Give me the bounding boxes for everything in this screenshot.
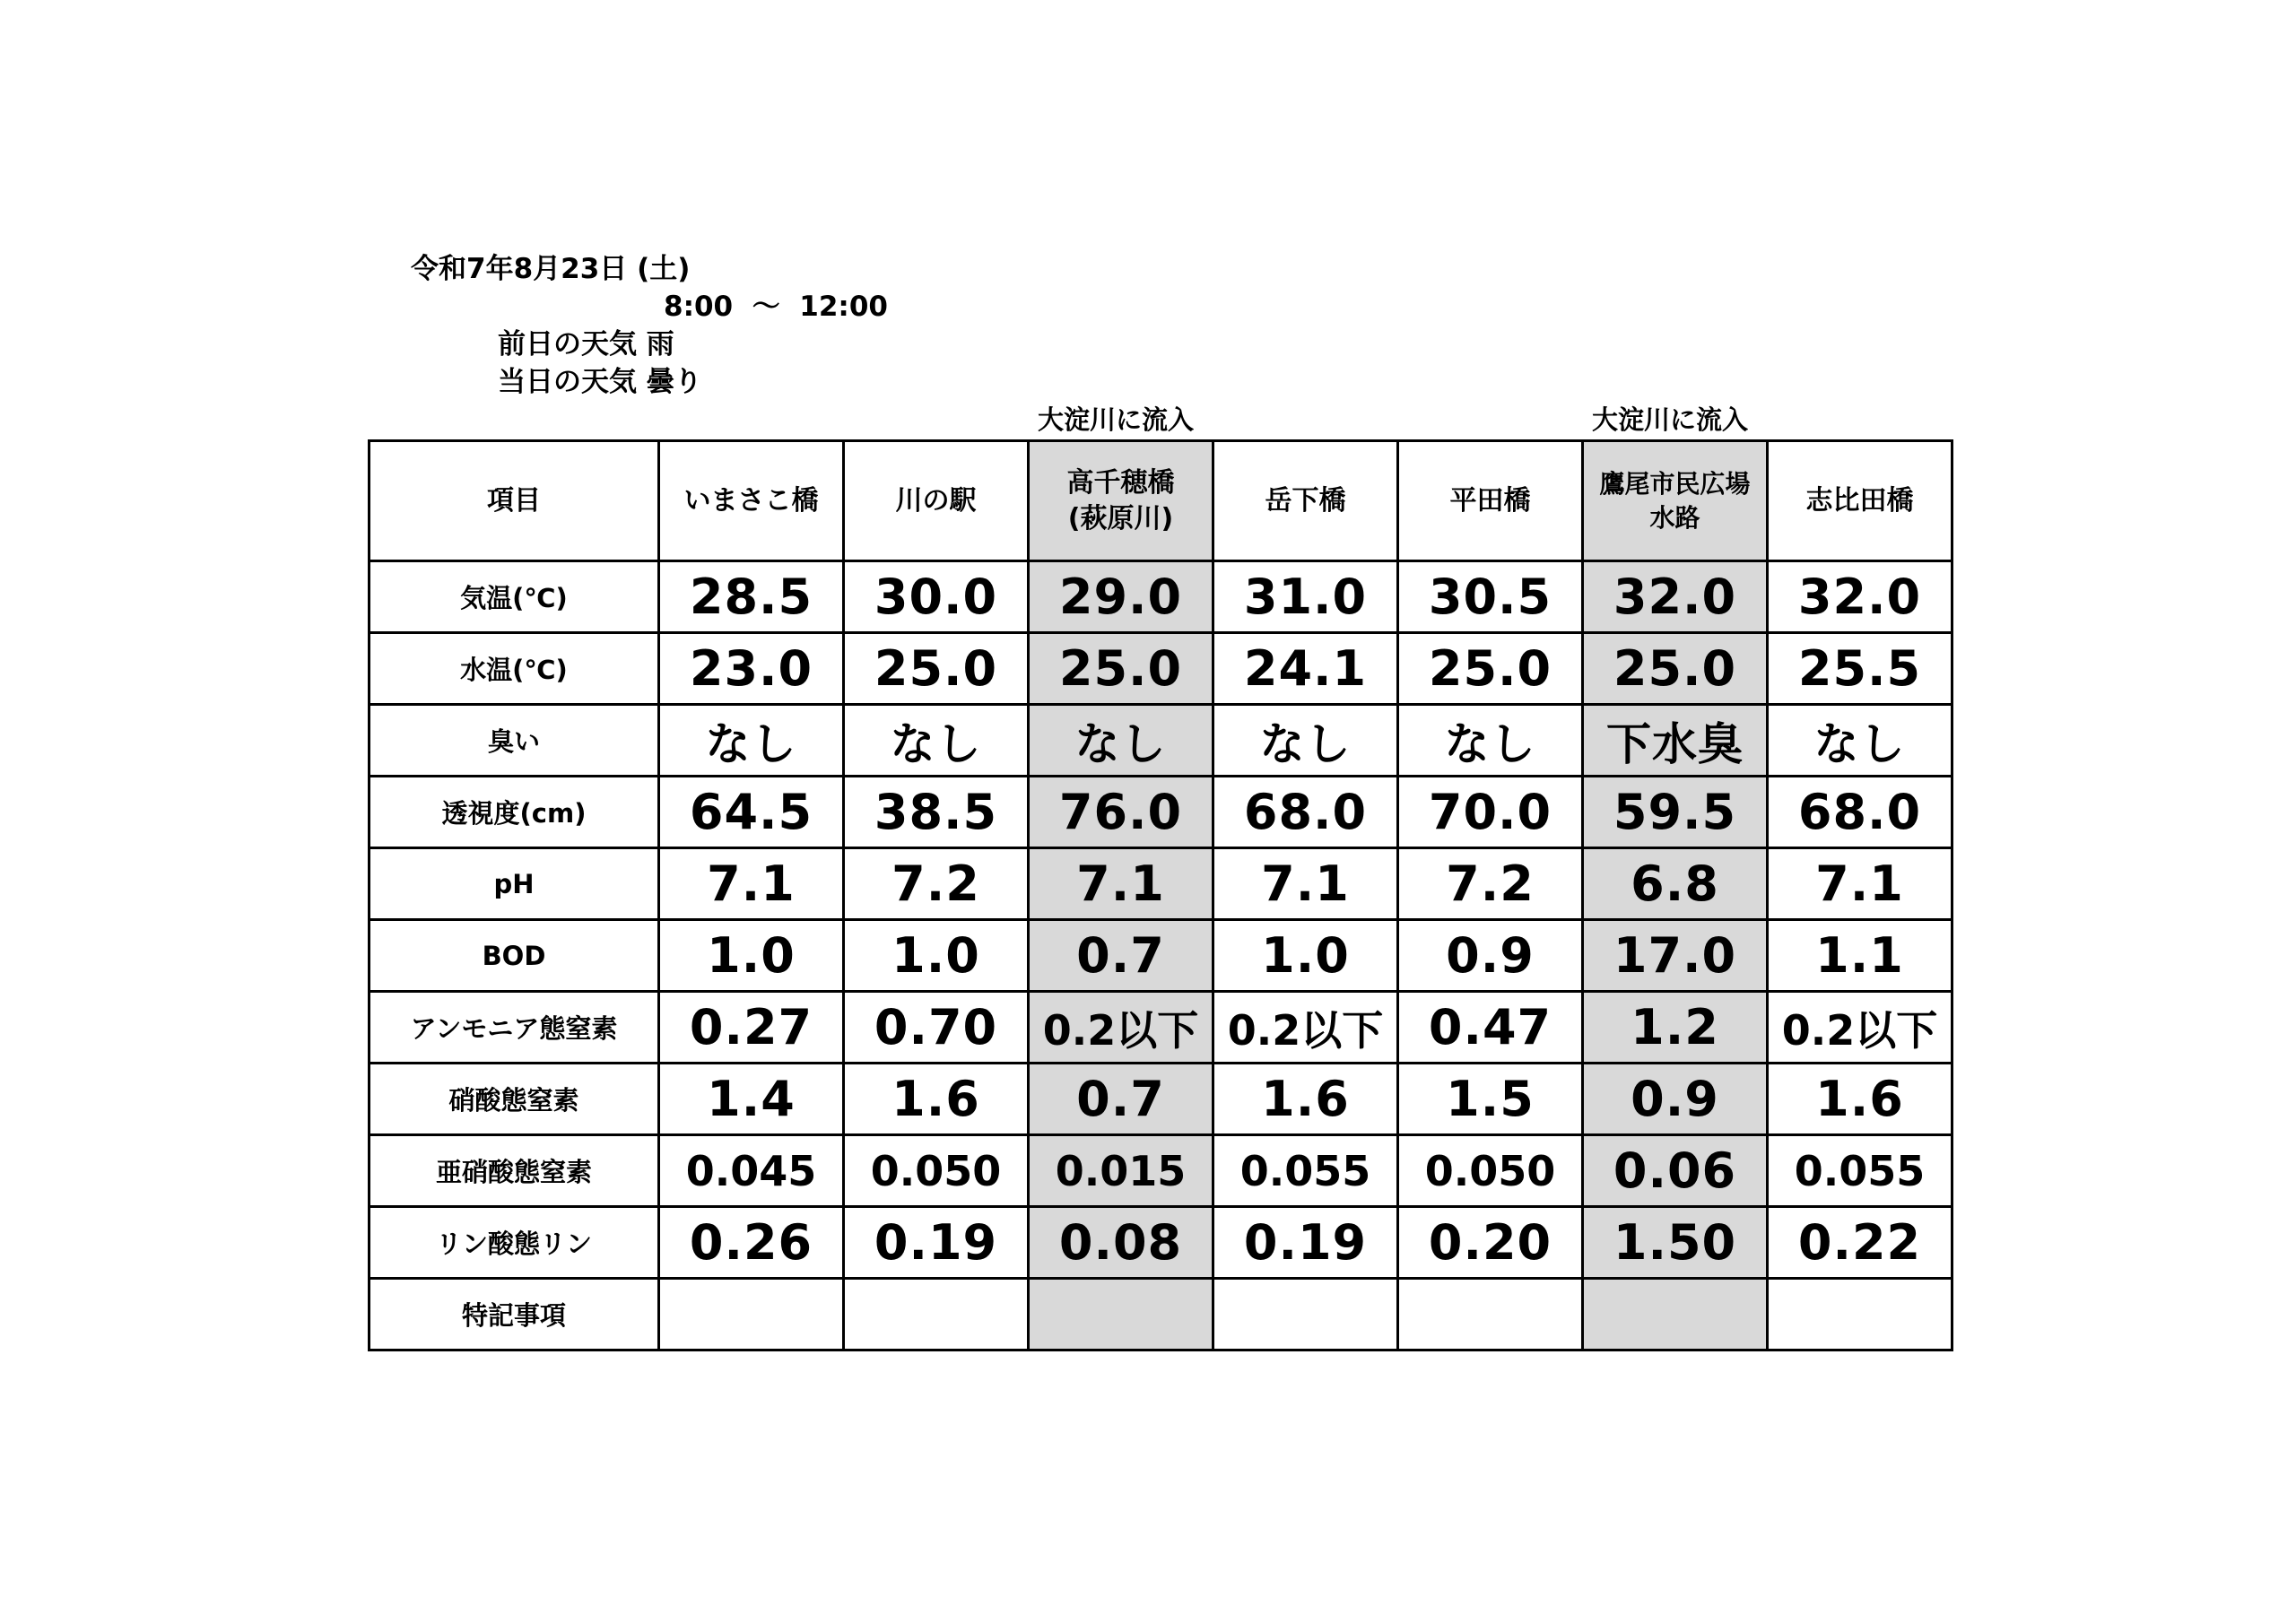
measurement-value: 25.0 xyxy=(874,640,998,697)
measurement-value: 0.06 xyxy=(1613,1142,1737,1199)
value-cell xyxy=(1029,1207,1213,1279)
measurement-value: 0.2以下 xyxy=(1781,1005,1938,1055)
value-cell xyxy=(1768,1135,1952,1207)
value-cell xyxy=(844,920,1029,992)
value-cell xyxy=(1768,561,1952,633)
measurement-value: 28.5 xyxy=(689,569,813,625)
value-cell xyxy=(1029,705,1213,777)
measurement-value: 0.9 xyxy=(1446,927,1535,984)
measurement-value: なし xyxy=(1259,717,1352,770)
table-row xyxy=(370,848,1952,920)
value-cell xyxy=(1029,777,1213,848)
measurement-value: 38.5 xyxy=(874,784,998,840)
measurement-value: なし xyxy=(1813,717,1906,770)
value-cell xyxy=(844,1279,1029,1350)
row-label-cell xyxy=(370,1279,659,1350)
row-label: 水温(℃) xyxy=(460,655,568,685)
measurement-value: 0.27 xyxy=(689,999,813,1055)
table-row xyxy=(370,633,1952,705)
measurement-value: なし xyxy=(890,717,982,770)
measurement-value: 0.26 xyxy=(689,1214,813,1271)
measurement-value: 25.0 xyxy=(1613,640,1737,697)
site-name-line1: 鷹尾市民広場 xyxy=(1599,468,1751,499)
measurement-value: 0.055 xyxy=(1794,1146,1926,1195)
measurement-value: 64.5 xyxy=(689,784,813,840)
site-name-line1: 高千穂橋 xyxy=(1066,466,1175,499)
measurement-value: 1.2 xyxy=(1631,999,1719,1055)
value-cell xyxy=(1398,1279,1583,1350)
site-name-line2: 水路 xyxy=(1649,502,1700,533)
row-label-cell xyxy=(370,1207,659,1279)
previous-day-weather: 前日の天気 雨 xyxy=(498,328,674,360)
measurement-value: 0.9 xyxy=(1631,1071,1719,1127)
value-cell xyxy=(1213,1135,1398,1207)
site-header-takachiho xyxy=(1029,441,1213,561)
value-cell xyxy=(844,1207,1029,1279)
table-body xyxy=(370,561,1952,1350)
value-cell xyxy=(844,561,1029,633)
measurement-value: 1.6 xyxy=(891,1071,980,1127)
value-cell xyxy=(659,1135,844,1207)
measurement-value: 1.5 xyxy=(1446,1071,1535,1127)
site-header-kawanoeki xyxy=(844,441,1029,561)
value-cell xyxy=(1398,1064,1583,1135)
row-label: リン酸態リン xyxy=(435,1229,592,1259)
value-cell xyxy=(1768,705,1952,777)
measurement-value: 0.050 xyxy=(1424,1146,1556,1195)
value-cell xyxy=(1583,848,1768,920)
value-cell xyxy=(1768,992,1952,1064)
row-label: 透視度(cm) xyxy=(441,798,587,829)
measurement-value: 1.0 xyxy=(891,927,980,984)
measurement-value: 1.4 xyxy=(707,1071,796,1127)
measurement-value: 30.5 xyxy=(1428,569,1552,625)
value-cell xyxy=(1768,848,1952,920)
row-label-cell xyxy=(370,920,659,992)
value-cell xyxy=(1583,992,1768,1064)
table-row xyxy=(370,1064,1952,1135)
row-label-cell xyxy=(370,561,659,633)
value-cell xyxy=(1213,992,1398,1064)
measurement-value: 68.0 xyxy=(1243,784,1368,840)
row-label-cell xyxy=(370,705,659,777)
measurement-value: 0.2以下 xyxy=(1227,1005,1384,1055)
measurement-value: 0.19 xyxy=(1243,1214,1368,1271)
value-cell xyxy=(659,705,844,777)
measurement-value: 31.0 xyxy=(1243,569,1368,625)
measurement-value: 1.6 xyxy=(1261,1071,1350,1127)
row-label: 亜硝酸態窒素 xyxy=(435,1157,592,1187)
measurement-value: 32.0 xyxy=(1613,569,1737,625)
site-header-takao xyxy=(1583,441,1768,561)
value-cell xyxy=(1768,1207,1952,1279)
site-name-line2: (萩原川) xyxy=(1067,502,1174,534)
value-cell xyxy=(1398,633,1583,705)
value-cell xyxy=(1583,561,1768,633)
column-note-takao: 大淀川に流入 xyxy=(1591,404,1748,435)
value-cell xyxy=(1768,777,1952,848)
today-weather: 当日の天気 曇り xyxy=(498,366,702,398)
measurement-value: なし xyxy=(1074,717,1167,770)
value-cell xyxy=(1583,1064,1768,1135)
site-header-shibita xyxy=(1768,441,1952,561)
measurement-value: 30.0 xyxy=(874,569,998,625)
value-cell xyxy=(1583,777,1768,848)
value-cell xyxy=(844,705,1029,777)
site-header-takeshita xyxy=(1213,441,1398,561)
row-label: 硝酸態窒素 xyxy=(448,1085,579,1116)
measurement-value: 32.0 xyxy=(1797,569,1922,625)
row-label-cell xyxy=(370,1135,659,1207)
value-cell xyxy=(659,777,844,848)
row-label-cell xyxy=(370,848,659,920)
header-item-cell xyxy=(370,441,659,561)
row-label: アンモニア態窒素 xyxy=(410,1013,618,1044)
measurement-value: 70.0 xyxy=(1428,784,1552,840)
value-cell xyxy=(1583,633,1768,705)
measurement-value: 0.2以下 xyxy=(1042,1005,1199,1055)
value-cell xyxy=(844,1064,1029,1135)
measurement-value: 0.47 xyxy=(1428,999,1552,1055)
measurement-value: なし xyxy=(705,717,797,770)
measurement-value: 7.2 xyxy=(1446,855,1535,912)
value-cell xyxy=(1029,920,1213,992)
column-note-takachiho: 大淀川に流入 xyxy=(1037,404,1194,435)
measurement-value: 1.6 xyxy=(1815,1071,1904,1127)
value-cell xyxy=(1398,920,1583,992)
table-header-row xyxy=(370,441,1952,561)
value-cell xyxy=(1398,992,1583,1064)
measurement-value: 0.19 xyxy=(874,1214,998,1271)
value-cell xyxy=(1213,561,1398,633)
value-cell xyxy=(1029,848,1213,920)
value-cell xyxy=(844,777,1029,848)
value-cell xyxy=(1213,705,1398,777)
table-row xyxy=(370,992,1952,1064)
row-label: BOD xyxy=(482,940,546,971)
survey-time-range: 8:00 ～ 12:00 xyxy=(664,291,888,323)
measurement-value: 1.0 xyxy=(1261,927,1350,984)
header-item-label: 項目 xyxy=(487,484,541,517)
value-cell xyxy=(659,1279,844,1350)
value-cell xyxy=(1768,1064,1952,1135)
water-quality-table xyxy=(368,439,1953,1351)
measurement-value: 0.7 xyxy=(1076,1071,1165,1127)
measurement-value: 1.0 xyxy=(707,927,796,984)
site-name-line1: 志比田橋 xyxy=(1805,484,1914,517)
measurement-value: 25.0 xyxy=(1428,640,1552,697)
row-label-cell xyxy=(370,1064,659,1135)
measurement-value: 24.1 xyxy=(1243,640,1368,697)
value-cell xyxy=(1213,1279,1398,1350)
table-row xyxy=(370,705,1952,777)
measurement-value: 29.0 xyxy=(1058,569,1183,625)
value-cell xyxy=(1398,561,1583,633)
measurement-value: 下水臭 xyxy=(1606,717,1744,770)
measurement-value: 25.5 xyxy=(1797,640,1922,697)
measurement-value: 7.1 xyxy=(1261,855,1350,912)
measurement-value: 0.015 xyxy=(1055,1146,1187,1195)
value-cell xyxy=(844,848,1029,920)
value-cell xyxy=(1029,633,1213,705)
value-cell xyxy=(659,561,844,633)
value-cell xyxy=(1213,1064,1398,1135)
table-row xyxy=(370,920,1952,992)
table-row xyxy=(370,561,1952,633)
value-cell xyxy=(844,992,1029,1064)
value-cell xyxy=(1398,777,1583,848)
survey-date: 令和7年8月23日 (土) xyxy=(411,253,691,285)
value-cell xyxy=(659,1064,844,1135)
site-name-line1: 川の駅 xyxy=(895,484,977,517)
row-label: 臭い xyxy=(487,726,540,757)
value-cell xyxy=(1398,1135,1583,1207)
site-header-imasako xyxy=(659,441,844,561)
measurement-value: 6.8 xyxy=(1631,855,1719,912)
value-cell xyxy=(1029,1135,1213,1207)
measurement-value: 0.7 xyxy=(1076,927,1165,984)
value-cell xyxy=(1768,1279,1952,1350)
value-cell xyxy=(659,633,844,705)
measurement-value: 0.055 xyxy=(1239,1146,1371,1195)
table-row xyxy=(370,1135,1952,1207)
row-label: pH xyxy=(493,868,535,899)
value-cell xyxy=(1029,1064,1213,1135)
measurement-value: 17.0 xyxy=(1613,927,1737,984)
value-cell xyxy=(1398,705,1583,777)
row-label-cell xyxy=(370,633,659,705)
value-cell xyxy=(1768,633,1952,705)
table-row xyxy=(370,1279,1952,1350)
row-label: 特記事項 xyxy=(461,1300,566,1331)
measurement-value: 1.1 xyxy=(1815,927,1904,984)
measurement-value: 0.08 xyxy=(1058,1214,1183,1271)
value-cell xyxy=(659,1207,844,1279)
value-cell xyxy=(659,848,844,920)
value-cell xyxy=(1213,848,1398,920)
value-cell xyxy=(1583,705,1768,777)
value-cell xyxy=(1213,777,1398,848)
value-cell xyxy=(659,920,844,992)
measurement-value: 0.20 xyxy=(1428,1214,1552,1271)
measurement-value: 68.0 xyxy=(1797,784,1922,840)
measurement-value: 59.5 xyxy=(1613,784,1737,840)
measurement-value: なし xyxy=(1444,717,1536,770)
table-row xyxy=(370,1207,1952,1279)
table-row xyxy=(370,777,1952,848)
measurement-value: 0.045 xyxy=(685,1146,817,1195)
value-cell xyxy=(1398,848,1583,920)
value-cell xyxy=(1583,920,1768,992)
site-name-line1: いまさこ橋 xyxy=(683,484,819,517)
value-cell xyxy=(1029,561,1213,633)
site-name-line1: 岳下橋 xyxy=(1265,484,1346,517)
measurement-value: 7.1 xyxy=(707,855,796,912)
row-label: 気温(℃) xyxy=(460,583,568,613)
value-cell xyxy=(1029,1279,1213,1350)
row-label-cell xyxy=(370,777,659,848)
measurement-value: 76.0 xyxy=(1058,784,1183,840)
value-cell xyxy=(844,633,1029,705)
site-header-hirata xyxy=(1398,441,1583,561)
value-cell xyxy=(1583,1279,1768,1350)
value-cell xyxy=(1583,1207,1768,1279)
value-cell xyxy=(659,992,844,1064)
value-cell xyxy=(1768,920,1952,992)
value-cell xyxy=(1213,633,1398,705)
row-label-cell xyxy=(370,992,659,1064)
measurement-value: 1.50 xyxy=(1613,1214,1737,1271)
measurement-value: 7.2 xyxy=(891,855,980,912)
measurement-value: 7.1 xyxy=(1076,855,1165,912)
value-cell xyxy=(1213,1207,1398,1279)
value-cell xyxy=(1029,992,1213,1064)
site-name-line1: 平田橋 xyxy=(1449,484,1531,517)
value-cell xyxy=(1583,1135,1768,1207)
measurement-value: 0.70 xyxy=(874,999,998,1055)
value-cell xyxy=(1213,920,1398,992)
measurement-value: 25.0 xyxy=(1058,640,1183,697)
measurement-value: 23.0 xyxy=(689,640,813,697)
measurement-value: 0.050 xyxy=(870,1146,1002,1195)
value-cell xyxy=(1398,1207,1583,1279)
measurement-value: 7.1 xyxy=(1815,855,1904,912)
measurement-value: 0.22 xyxy=(1797,1214,1922,1271)
value-cell xyxy=(844,1135,1029,1207)
